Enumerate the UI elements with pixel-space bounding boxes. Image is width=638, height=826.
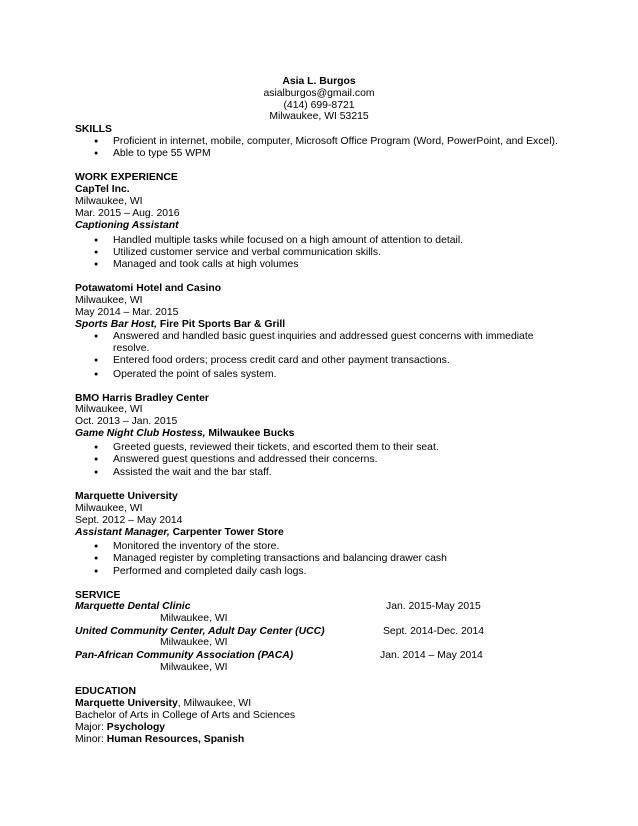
job-bullet: Operated the point of sales system.: [113, 369, 277, 380]
job-dates: May 2014 – Mar. 2015: [75, 307, 179, 318]
service-org: Pan-African Community Association (PACA): [75, 650, 294, 661]
job-title-venue: Carpenter Tower Store: [169, 527, 284, 538]
service-location: Milwaukee, WI: [160, 662, 228, 673]
bullet-icon: ●: [94, 150, 99, 157]
education-school: [75, 698, 251, 710]
bullet-icon: ●: [94, 543, 99, 550]
job-bullet: Managed register by completing transactions and balancing drawer cash: [113, 553, 447, 564]
job-bullet: Answered and handled basic guest inquiries and addressed guest concerns with immediate: [113, 331, 534, 342]
bullet-icon: ●: [94, 469, 99, 476]
job-title: [75, 527, 284, 539]
contact-address: Milwaukee, WI 53215: [269, 111, 369, 122]
job-bullet: Entered food orders; process credit card and other payment transactions.: [113, 355, 450, 366]
job-title: [75, 319, 285, 331]
work-heading: WORK EXPERIENCE: [75, 172, 178, 183]
school-name: Marquette University: [75, 698, 178, 709]
job-employer: Potawatomi Hotel and Casino: [75, 283, 222, 294]
contact-email: asialburgos@gmail.com: [263, 88, 375, 99]
job-title-venue: Milwaukee Bucks: [205, 428, 295, 439]
job-title-role: Sports Bar Host,: [75, 319, 157, 330]
school-location: , Milwaukee, WI: [177, 698, 252, 709]
skill-item: Able to type 55 WPM: [113, 148, 211, 159]
bullet-icon: ●: [94, 568, 99, 575]
job-title-role: Captioning Assistant: [75, 220, 179, 231]
bullet-icon: ●: [94, 357, 99, 364]
bullet-icon: ●: [94, 456, 99, 463]
bullet-icon: ●: [94, 555, 99, 562]
major-label: Major:: [75, 722, 104, 733]
bullet-icon: ●: [94, 333, 99, 340]
bullet-icon: ●: [94, 249, 99, 256]
service-dates: Jan. 2015-May 2015: [386, 601, 481, 612]
candidate-name: Asia L. Burgos: [282, 76, 356, 87]
education-heading: EDUCATION: [75, 686, 136, 697]
minor-value: Human Resources, Spanish: [106, 734, 245, 745]
job-location: Milwaukee, WI: [75, 196, 143, 207]
job-title: [75, 220, 179, 232]
bullet-icon: ●: [94, 261, 99, 268]
job-title: [75, 428, 294, 440]
job-title-role: Game Night Club Hostess,: [75, 428, 206, 439]
service-location: Milwaukee, WI: [160, 613, 228, 624]
job-title-role: Assistant Manager,: [75, 527, 170, 538]
job-bullet: Performed and completed daily cash logs.: [113, 566, 307, 577]
job-title-venue: Fire Pit Sports Bar & Grill: [156, 319, 286, 330]
bullet-icon: ●: [94, 138, 99, 145]
minor-label: Minor:: [75, 734, 104, 745]
job-bullet: Assisted the wait and the bar staff.: [113, 467, 272, 478]
job-employer: CapTel Inc.: [75, 184, 130, 195]
job-location: Milwaukee, WI: [75, 503, 143, 514]
service-org: United Community Center, Adult Day Center (UCC): [75, 626, 325, 637]
education-degree: Bachelor of Arts in College of Arts and Sciences: [75, 710, 296, 721]
job-location: Milwaukee, WI: [75, 404, 143, 415]
service-dates: Sept. 2014-Dec. 2014: [383, 626, 485, 637]
job-bullet: Monitored the inventory of the store.: [113, 541, 280, 552]
job-bullet: Answered guest questions and addressed their concerns.: [113, 454, 378, 465]
contact-phone: (414) 699-8721: [283, 100, 355, 111]
skill-item: Proficient in internet, mobile, computer, Microsoft Office Program (Word, PowerPoint, and Excel).: [113, 136, 558, 147]
job-bullet: Managed and took calls at high volumes: [113, 259, 299, 270]
skills-heading: SKILLS: [75, 124, 112, 135]
job-dates: Sept. 2012 – May 2014: [75, 515, 183, 526]
job-employer: BMO Harris Bradley Center: [75, 393, 209, 404]
job-bullet: Greeted guests, reviewed their tickets, and escorted them to their seat.: [113, 442, 439, 453]
service-location: Milwaukee, WI: [160, 637, 228, 648]
job-bullet-continuation: resolve.: [113, 343, 150, 354]
job-bullet: Handled multiple tasks while focused on a high amount of attention to detail.: [113, 235, 464, 246]
bullet-icon: ●: [94, 237, 99, 244]
job-dates: Oct. 2013 – Jan. 2015: [75, 416, 178, 427]
job-bullet: Utilized customer service and verbal communication skills.: [113, 247, 381, 258]
education-major: [75, 722, 165, 734]
bullet-icon: ●: [94, 371, 99, 378]
major-value: Psychology: [106, 722, 166, 733]
job-dates: Mar. 2015 – Aug. 2016: [75, 208, 180, 219]
service-heading: SERVICE: [75, 590, 121, 601]
bullet-icon: ●: [94, 444, 99, 451]
job-location: Milwaukee, WI: [75, 295, 143, 306]
service-org: Marquette Dental Clinic: [75, 601, 191, 612]
education-minor: [75, 734, 244, 746]
service-dates: Jan. 2014 – May 2014: [380, 650, 483, 661]
job-employer: Marquette University: [75, 491, 178, 502]
